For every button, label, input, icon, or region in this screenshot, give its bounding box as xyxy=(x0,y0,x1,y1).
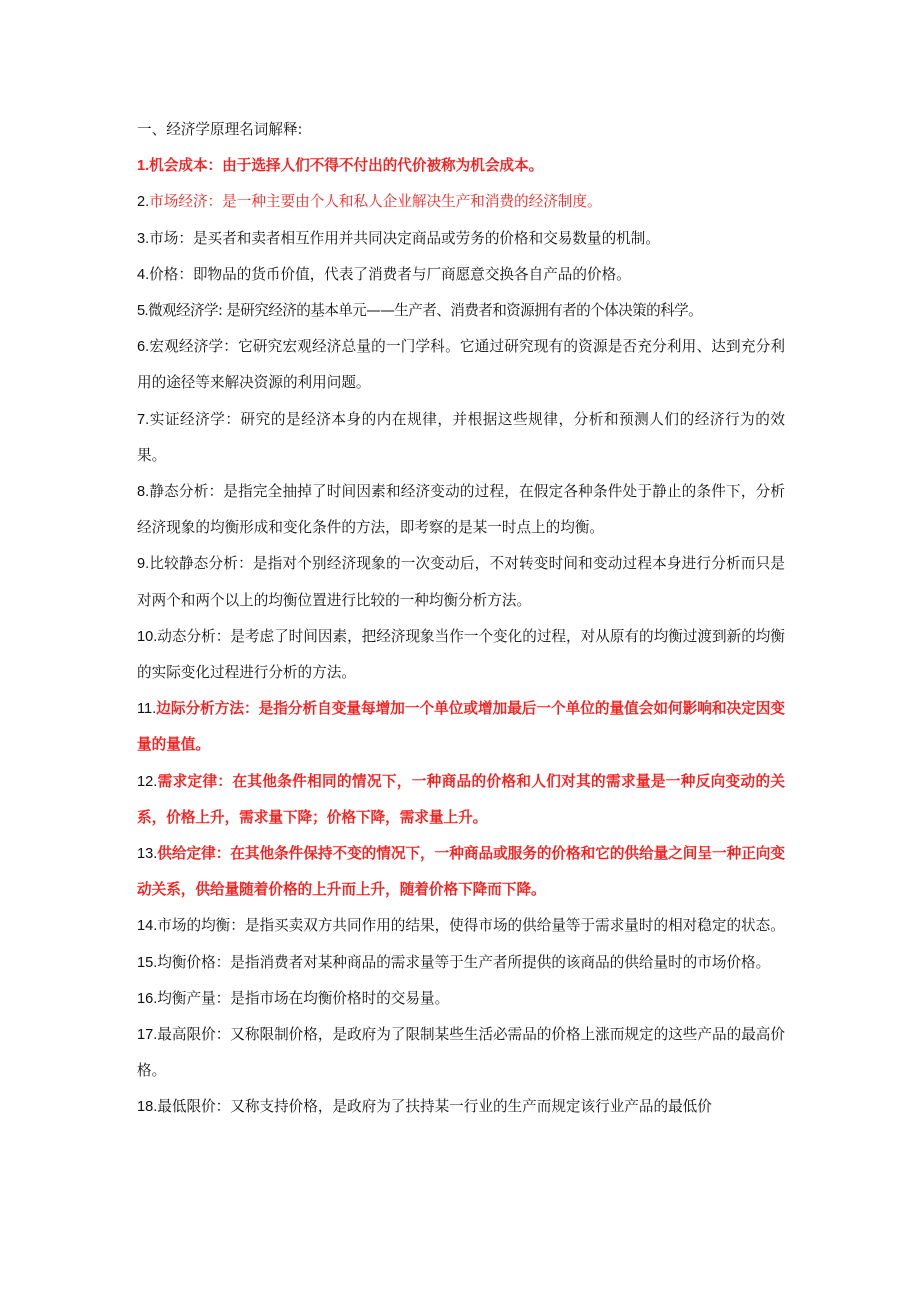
term-number: 3. xyxy=(137,230,150,247)
term-text: 市场经济：是一种主要由个人和私人企业解决生产和消费的经济制度。 xyxy=(149,193,602,211)
term-11 xyxy=(137,691,785,763)
section-heading: 一、经济学原理名词解释: xyxy=(137,121,303,138)
term-9 xyxy=(137,546,785,618)
term-number: 8. xyxy=(137,484,150,501)
term-14 xyxy=(137,908,785,944)
term-8 xyxy=(137,474,785,546)
term-number: 17. xyxy=(137,1027,158,1044)
term-text: 均衡产量：是指市场在均衡价格时的交易量。 xyxy=(157,989,450,1007)
term-text: 均衡价格：是指消费者对某种商品的需求量等于生产者所提供的该商品的供给量时的市场价格。 xyxy=(157,953,771,971)
term-number: 12. xyxy=(137,773,158,790)
term-number: 15. xyxy=(137,954,158,971)
term-number: 9. xyxy=(137,556,150,573)
term-4 xyxy=(137,257,785,293)
term-5 xyxy=(137,293,785,329)
term-text: 比较静态分析：是指对个别经济现象的一次变动后，不对转变时间和变动过程本身进行分析而只是对两个和两个以上的均衡位置进行比较的一种均衡分析方法。 xyxy=(137,555,785,609)
term-number: 18. xyxy=(137,1099,158,1116)
term-text: 宏观经济学：它研究宏观经济总量的一门学科。它通过研究现有的资源是否充分利用、达到充分利用的途径等来解决资源的利用问题。 xyxy=(137,338,785,392)
term-text: 最低限价：又称支持价格，是政府为了扶持某一行业的生产而规定该行业产品的最低价 xyxy=(157,1098,712,1116)
term-text: 实证经济学：研究的是经济本身的内在规律，并根据这些规律，分析和预测人们的经济行为的效果。 xyxy=(137,410,785,464)
term-number: 16. xyxy=(137,990,158,1007)
term-number: 13. xyxy=(137,846,158,863)
term-15 xyxy=(137,945,785,981)
term-18 xyxy=(137,1089,785,1125)
term-text: 市场：是买者和卖者相互作用并共同决定商品或劳务的价格和交易数量的机制。 xyxy=(149,229,660,247)
term-3 xyxy=(137,221,785,257)
term-text: 边际分析方法：是指分析自变量每增加一个单位或增加最后一个单位的量值会如何影响和决定因变量的量值。 xyxy=(137,700,785,754)
term-text: 市场的均衡：是指买卖双方共同作用的结果，使得市场的供给量等于需求量时的相对稳定的状态。 xyxy=(157,917,785,935)
term-text: 机会成本：由于选择人们不得不付出的代价被称为机会成本。 xyxy=(149,157,544,175)
term-text: 动态分析：是考虑了时间因素，把经济现象当作一个变化的过程，对从原有的均衡过渡到新的均衡的实际变化过程进行分析的方法。 xyxy=(137,627,785,682)
term-6 xyxy=(137,329,785,401)
term-16 xyxy=(137,981,785,1017)
term-text: 价格：即物品的货币价值，代表了消费者与厂商愿意交换各自产品的价格。 xyxy=(149,265,631,283)
term-number: 7. xyxy=(137,411,150,428)
term-number: 14. xyxy=(137,918,158,935)
term-number: 6. xyxy=(137,339,150,356)
term-text: 供给定律：在其他条件保持不变的情况下，一种商品或服务的价格和它的供给量之间呈一种正向变动关系，供给量随着价格的上升而上升，随着价格下降而下降。 xyxy=(137,845,785,899)
term-text: 静态分析：是指完全抽掉了时间因素和经济变动的过程，在假定各种条件处于静止的条件下，分析经济现象的均衡形成和变化条件的方法，即考察的是某一时点上的均衡。 xyxy=(137,483,785,537)
term-text: 微观经济学: 是研究经济的基本单元——生产者、消费者和资源拥有者的个体决策的科学。 xyxy=(147,302,703,320)
term-number: 1. xyxy=(137,158,150,175)
term-7 xyxy=(137,402,785,474)
term-text: 需求定律：在其他条件相同的情况下，一种商品的价格和人们对其的需求量是一种反向变动的关系，价格上升，需求量下降；价格下降，需求量上升。 xyxy=(137,772,785,826)
term-13 xyxy=(137,836,785,908)
term-number: 2. xyxy=(137,194,150,211)
term-17 xyxy=(137,1017,785,1089)
term-number: 11. xyxy=(137,701,157,718)
term-number: 4. xyxy=(137,266,150,283)
term-1 xyxy=(137,148,785,184)
document-body xyxy=(137,112,785,1126)
term-number: 10. xyxy=(137,628,158,645)
term-10 xyxy=(137,619,785,691)
term-text: 最高限价：又称限制价格，是政府为了限制某些生活必需品的价格上涨而规定的这些产品的最高价格。 xyxy=(137,1026,785,1080)
term-number: 5. xyxy=(137,303,148,320)
term-12 xyxy=(137,764,785,836)
term-2 xyxy=(137,184,785,220)
